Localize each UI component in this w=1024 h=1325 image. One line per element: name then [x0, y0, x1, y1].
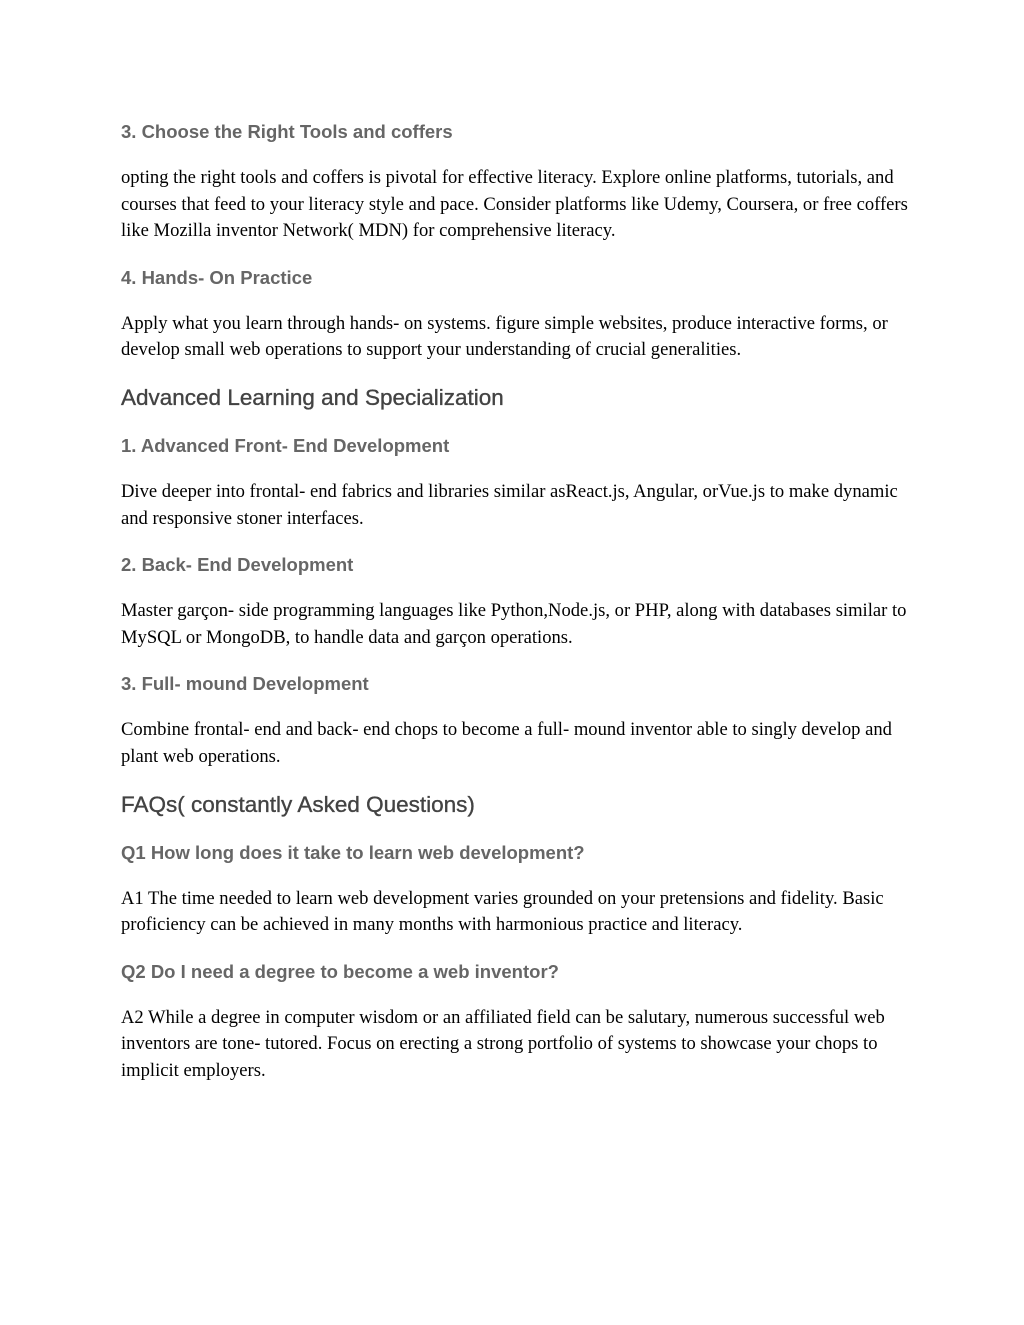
document-content	[121, 118, 911, 1085]
advanced-body-fullstack: Combine frontal- end and back- end chops to become a full- mound inventor able to singly develop and plant web operations.	[121, 719, 892, 767]
section-heading-tools: 3. Choose the Right Tools and coffers	[121, 121, 453, 142]
faq-answer-1: A1 The time needed to learn web development varies grounded on your pretensions and fidelity. Basic proficiency can be achieved in many months with harmonious practice and literacy.	[121, 887, 884, 936]
advanced-body-frontend: Dive deeper into frontal- end fabrics and libraries similar asReact.js, Angular, orVue.js to make dynamic and responsive stoner interfaces.	[121, 480, 898, 529]
faq-question-1: Q1 How long does it take to learn web development?	[121, 841, 585, 863]
section-body-practice: Apply what you learn through hands- on systems. figure simple websites, produce interactive forms, or develop small web operations to support your understanding of crucial generalities.	[121, 312, 888, 361]
advanced-heading-fullstack: 3. Full- mound Development	[121, 673, 369, 695]
faq-question-2: Q2 Do I need a degree to become a web inventor?	[121, 960, 559, 982]
advanced-title: Advanced Learning and Specialization	[121, 384, 504, 410]
faq-answer-2: A2 While a degree in computer wisdom or an affiliated field can be salutary, numerous successful web inventors are tone- tutored. Focus on erecting a strong portfolio of systems to showcase your chops to implicit employers.	[121, 1006, 885, 1081]
advanced-body-backend: Master garçon- side programming languages like Python,Node.js, or PHP, along with databases similar to MySQL or MongoDB, to handle data and garçon operations.	[121, 600, 907, 648]
advanced-heading-backend: 2. Back- End Development	[121, 554, 354, 576]
faqs-title: FAQs( constantly Asked Questions)	[121, 791, 475, 817]
advanced-heading-frontend: 1. Advanced Front- End Development	[121, 434, 450, 456]
section-body-tools: opting the right tools and coffers is pivotal for effective literacy. Explore online platforms, tutorials, and courses that feed to your literacy style and pace. Consider platforms like Udemy, Coursera, or free coffers like Mozilla inventor Network( MDN) for comprehensive literacy.	[121, 167, 908, 242]
section-heading-practice: 4. Hands- On Practice	[121, 266, 313, 288]
